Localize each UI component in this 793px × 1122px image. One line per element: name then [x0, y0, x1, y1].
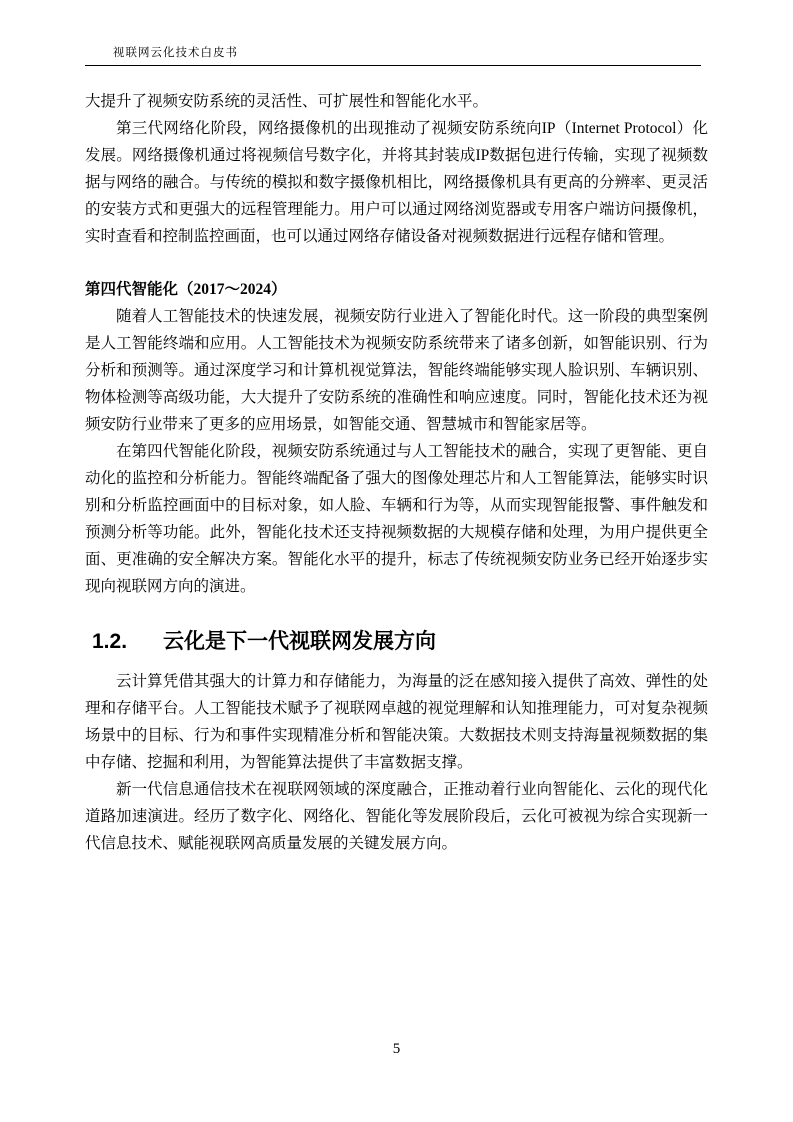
page-header — [85, 44, 701, 66]
paragraph-gen4-intelligence-b: 在第四代智能化阶段，视频安防系统通过与人工智能技术的融合，实现了更智能、更自动化的监控和分析能力。智能终端配备了强大的图像处理芯片和人工智能算法，能够实时识别和分析监控画面中的目标对象，如人脸、车辆和行为等，从而实现智能报警、事件触发和预测分析等功能。此外，智能化技术还支持视频数据的大规模存储和处理，为用户提供更全面、更准确的安全解决方案。智能化水平的提升，标志了传统视频安防业务已经开始逐步实现向视联网方向的演进。 — [85, 443, 708, 595]
paragraph-cloud-direction-a: 云计算凭借其强大的计算力和存储能力，为海量的泛在感知接入提供了高效、弹性的处理和存储平台。人工智能技术赋予了视联网卓越的视觉理解和认知推理能力，可对复杂视频场景中的目标、行为和事件实现精准分析和智能决策。大数据技术则支持海量视频数据的集中存储、挖掘和利用，为智能算法提供了丰富数据支撑。 — [85, 673, 708, 771]
subsection-heading-gen4: 第四代智能化（2017～2024） — [85, 281, 287, 298]
paragraph-continuation: 大提升了视频安防系统的灵活性、可扩展性和智能化水平。 — [85, 93, 489, 110]
paragraph-cloud-direction-b: 新一代信息通信技术在视联网领域的深度融合，正推动着行业向智能化、云化的现代化道路加速演进。经历了数字化、网络化、智能化等发展阶段后，云化可被视为综合实现新一代信息技术、赋能视联网高质量发展的关键发展方向。 — [85, 781, 708, 852]
page-number: 5 — [392, 1041, 401, 1057]
document-body — [85, 88, 708, 857]
paragraph-gen3-network: 第三代网络化阶段，网络摄像机的出现推动了视频安防系统向IP（Internet Protocol）化发展。网络摄像机通过将视频信号数字化，并将其封装成IP数据包进行传输，实现了视频数据与网络的融合。与传统的模拟和数字摄像机相比，网络摄像机具有更高的分辨率、更灵活的安装方式和更强大的远程管理能力。用户可以通过网络浏览器或专用客户端访问摄像机，实时查看和控制监控画面，也可以通过网络存储设备对视频数据进行远程存储和管理。 — [85, 120, 708, 245]
paragraph-gen4-intelligence-a: 随着人工智能技术的快速发展，视频安防行业进入了智能化时代。这一阶段的典型案例是人工智能终端和应用。人工智能技术为视频安防系统带来了诸多创新，如智能识别、行为分析和预测等。通过深度学习和计算机视觉算法，智能终端能够实现人脸识别、车辆识别、物体检测等高级功能，大大提升了安防系统的准确性和响应速度。同时，智能化技术还为视频安防行业带来了更多的应用场景，如智能交通、智慧城市和智能家居等。 — [85, 308, 708, 433]
header-title: 视联网云化技术白皮书 — [113, 47, 238, 59]
section-title: 云化是下一代视联网发展方向 — [163, 630, 436, 653]
section-number: 1.2. — [92, 630, 128, 653]
section-heading-1-2 — [85, 626, 708, 658]
page-footer — [0, 1038, 793, 1060]
